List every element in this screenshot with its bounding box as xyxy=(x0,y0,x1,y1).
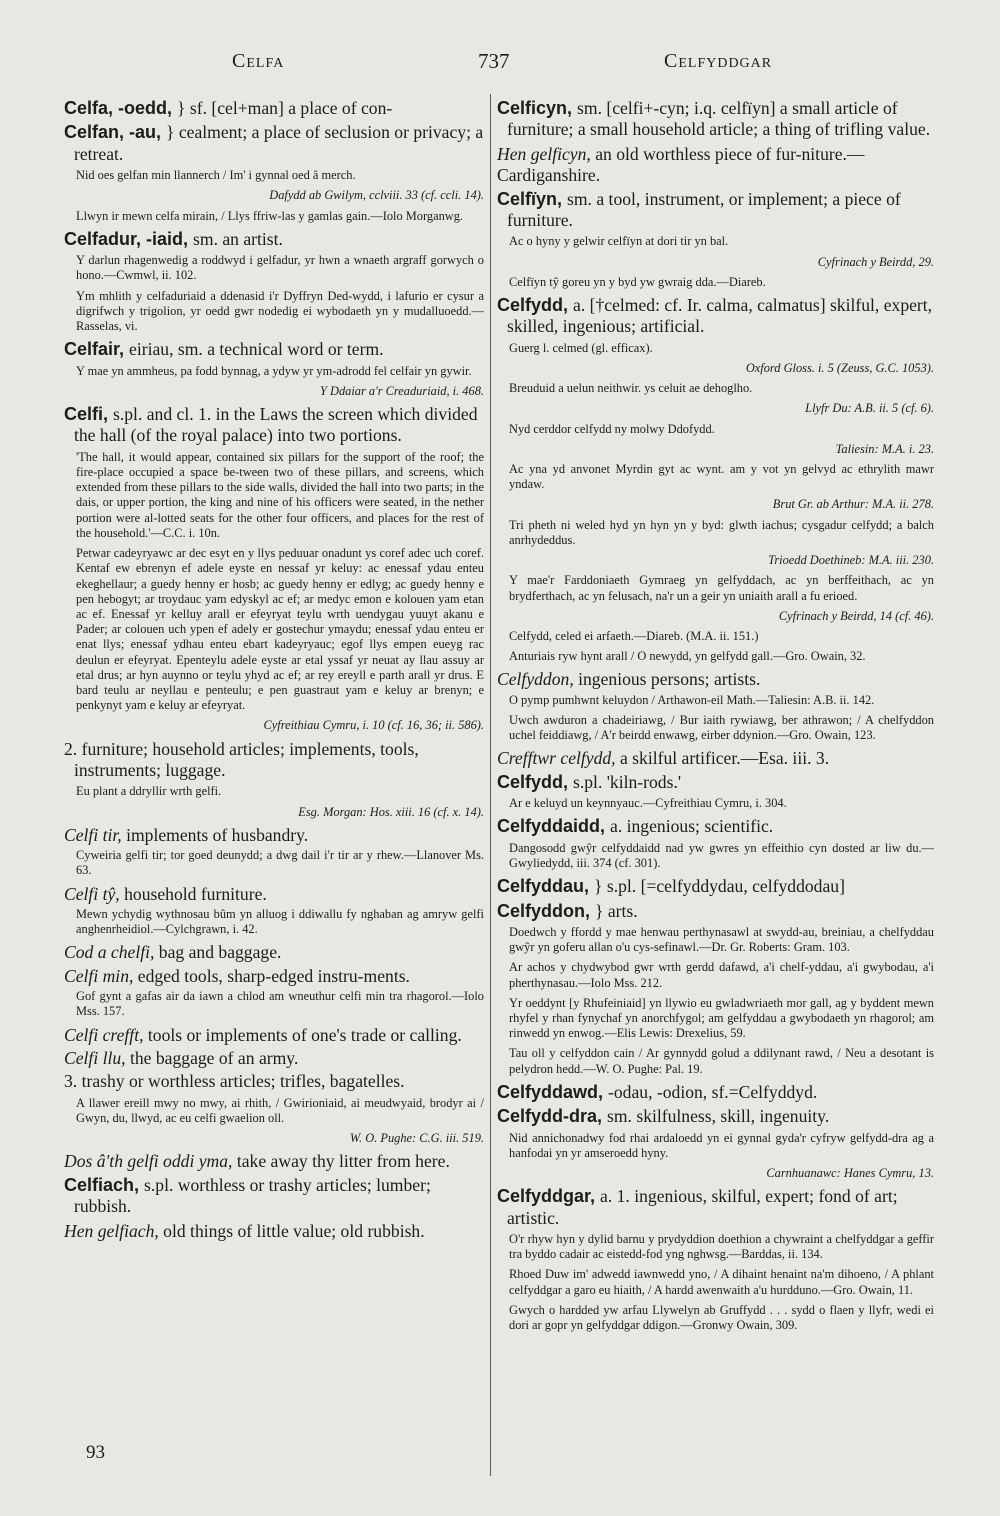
dictionary-entry xyxy=(497,1106,934,1127)
citation-source: Dafydd ab Gwilym, cclviii. 33 (cf. ccli. 14). xyxy=(269,188,484,203)
dictionary-entry xyxy=(497,189,934,232)
dictionary-entry xyxy=(64,339,484,360)
citation-quote: Doedwch y ffordd y mae henwau perthynasawl at swydd-au, breiniau, a chelfyddau gwŷr yn goferu allan o'u cys-sefinawl.—Dr. Gr. Roberts: Gram. 103. xyxy=(509,924,934,955)
subentry-phrase: Dos â'th gelfi oddi yma, xyxy=(64,1151,233,1172)
citation-quote: Yr oeddynt [y Rhufeiniaid] yn llywio eu gwladwriaeth mor gall, ag y byddent mewn rhyfel y rhan fynychaf yn anorchfygol; am gelfyddau a gwybodaeth yn rhagorol; am rinwedd yn enwog.—Elis Lewis: Drexelius, 59. xyxy=(509,995,934,1041)
subentry-phrase: Celfi min, xyxy=(64,965,134,986)
subentry-phrase: Celfi tir, xyxy=(64,824,122,845)
definition: -odau, -odion, sf.=Celfyddyd. xyxy=(608,1081,818,1102)
citation-quote: A llawer ereill mwy no mwy, ai rhith, / Gwirioniaid, ai meudwyaid, brodyr ai / Gwyn, du, llwyd, ac eu celfi gwaelion oll. xyxy=(76,1095,484,1126)
headword: Celfiach, xyxy=(64,1174,145,1195)
citation-source: Brut Gr. ab Arthur: M.A. ii. 278. xyxy=(772,497,934,512)
subentry xyxy=(497,144,934,187)
citation-quote: Breuduid a uelun neithwir. ys celuit ae dehoglho. xyxy=(509,381,753,396)
subentry-gloss: an old worthless piece of fur-niture.—Cardiganshire. xyxy=(497,143,865,186)
subentry xyxy=(497,669,934,690)
citation-quote: Mewn ychydig wythnosau bûm yn alluog i ddiwallu fy nghaban ag amryw gelfi anghenrheidiol.—Cylchgrawn, i. 42. xyxy=(76,906,484,937)
subentry-gloss: old things of little value; old rubbish. xyxy=(158,1220,425,1241)
citation-quote: Nyd cerddor celfydd ny molwy Ddofydd. xyxy=(509,421,715,436)
citation-quote: Y darlun rhagenwedig a roddwyd i gelfadur, yr hwn a wnaeth argraff gorwych o hono.—Cwmwl, ii. 102. xyxy=(76,253,484,283)
definition: 2. furniture; household articles; implements, tools, instruments; luggage. xyxy=(64,738,419,780)
subentry-phrase: Celfyddon, xyxy=(497,669,574,690)
headword: Celfa, -oedd, xyxy=(64,98,178,118)
citation-source: W. O. Pughe: C.G. iii. 519. xyxy=(349,1131,484,1146)
citation-source: Esg. Morgan: Hos. xiii. 16 (cf. x. 14). xyxy=(298,804,484,819)
citation-quote: Tri pheth ni weled hyd yn hyn yn y byd: glwth iachus; cysgadur celfydd; a balch anrhydeddus. xyxy=(509,517,934,547)
definition: } arts. xyxy=(595,900,638,921)
definition: a. 1. ingenious, skilful, expert; fond of art; artistic. xyxy=(507,1186,898,1228)
headword: Celfyddon, xyxy=(497,900,595,921)
headword: Celfyddawd, xyxy=(497,1081,609,1102)
citation-quote: Celfïyn tŷ goreu yn y byd yw gwraig dda.—Diareb. xyxy=(509,274,766,289)
citation-quote: Ar achos y chydwybod gwr wrth gerdd dafawd, a'i chelf-yddau, a'i gwybodau, a'i pherthynasau.—Iolo Mss. 212. xyxy=(509,960,934,990)
citation-source: Y Ddaiar a'r Creaduriaid, i. 468. xyxy=(320,383,484,398)
definition: sm. an artist. xyxy=(193,228,283,249)
subentry xyxy=(64,966,484,987)
headword: Celfyddau, xyxy=(497,876,595,897)
subentry-phrase: Celfi tŷ, xyxy=(64,883,120,904)
citation-quote: Tau oll y celfyddon cain / Ar gynnydd golud a ddilynant rawd, / Neu a desotant is pelydron hedd.—W. O. Pughe: Pal. 19. xyxy=(509,1046,934,1076)
citation-quote: Ac yna yd anvonet Myrdin gyt ac wynt. am y vot yn gelvyd ac ethrylith mawr yndaw. xyxy=(509,462,934,492)
citation-quote: Celfydd, celed ei arfaeth.—Diareb. (M.A. ii. 151.) xyxy=(509,628,759,643)
subentry-gloss: the baggage of an army. xyxy=(125,1048,299,1068)
right-column xyxy=(497,98,934,1478)
dictionary-entry xyxy=(497,1082,934,1103)
headword: Celfan, -au, xyxy=(64,122,167,143)
citation-source: Taliesin: M.A. i. 23. xyxy=(835,441,934,456)
definition: sm. a tool, instrument, or implement; a piece of furniture. xyxy=(507,188,901,231)
subentry-phrase: Celfi crefft, xyxy=(64,1024,144,1045)
citation-quote: Petwar cadeyryawc ar dec esyt en y llys peduuar onadunt ys coref adec uch coref. Kentaf ew ebrenyn ef adele eyste en nessaf yr keluy: ac enessaf ydau enteu ekeghellaur; a guedy henny er hosb; ac guedy henny er edlyg; ac guedy henny e pen hebogyt; ar troydauc yam edyskyl ac ef; ar medyc emon e kolouen yam etan ac ef. Enessaf yr kelluy arall er efeyryat teylu wrth uendygau yuuyt akanu e Pader; ar colouen uch ypen ef adely er gostechur ymaydu; enessaf ydau enteu er enat llys; enessaf ydhau enteu ebart kadeyryauc; egof llys empen eueyg rac deulun er efeyryat. Epenteylu adele eyste ar etal yssaf yr neuat ay llau assuy ar etal drus; ar hyn auynno or teylu yhyd ac ef; ar rey ereyll e parth arall yr drus. E bard teulu ar neyllau e penteulu; e pen guastraut yam e keluy ar brenyn; e penkynyt yam e keluy ar efeyryat. xyxy=(76,546,484,713)
citation-quote: Ar e keluyd un keynnyauc.—Cyfreithiau Cymru, i. 304. xyxy=(509,796,787,811)
subentry-phrase: Celfi llu, xyxy=(64,1048,126,1068)
subentry-gloss: a skilful artificer.—Esa. iii. 3. xyxy=(615,748,830,769)
headword: Celfair, xyxy=(64,339,130,360)
subentry-gloss: tools or implements of one's trade or calling. xyxy=(143,1024,462,1045)
dictionary-entry xyxy=(497,901,934,922)
subentry xyxy=(64,942,484,963)
dictionary-entry xyxy=(64,1175,484,1218)
citation-quote: Dangosodd gwŷr celfyddaidd nad yw gwres yn effeithio cyn dosted ar liw du.—Gwyliedydd, iii. 374 (cf. 301). xyxy=(509,840,934,870)
dictionary-entry xyxy=(497,816,934,837)
headword: Celficyn, xyxy=(497,98,578,118)
running-head-left: Celfa xyxy=(232,50,285,72)
citation-source: Cyfreithiau Cymru, i. 10 (cf. 16, 36; ii. 586). xyxy=(263,718,484,733)
page-number: 737 xyxy=(478,49,510,73)
dictionary-entry xyxy=(64,1071,484,1092)
subentry-gloss: implements of husbandry. xyxy=(121,824,309,845)
citation-quote: Ac o hyny y gelwir celfïyn at dori tir yn bal. xyxy=(509,234,729,249)
definition: } s.pl. [=celfyddydau, celfyddodau] xyxy=(594,876,845,897)
citation-source: Cyfrinach y Beirdd, 14 (cf. 46). xyxy=(778,608,934,623)
subentry-gloss: household furniture. xyxy=(119,883,267,904)
subentry xyxy=(64,884,484,905)
definition: s.pl. 'kiln-rods.' xyxy=(573,771,682,792)
definition: s.pl. and cl. 1. in the Laws the screen which divided the hall (of the royal palace) into two portions. xyxy=(74,404,478,446)
citation-quote: Y mae'r Farddoniaeth Gymraeg yn gelfyddach, ac yn berffeithach, ac yn brydferthach, ac yn felusach, na'r un a geir yn uniaith arall a fu erioed. xyxy=(509,573,934,603)
subentry xyxy=(497,748,934,769)
subentry-gloss: edged tools, sharp-edged instru-ments. xyxy=(133,965,410,986)
citation-quote: Y mae yn ammheus, pa fodd bynnag, a ydyw yr ym-adrodd fel celfair yn gywir. xyxy=(76,363,472,378)
dictionary-entry xyxy=(64,229,484,250)
citation-quote: Ym mhlith y celfaduriaid a ddenasid i'r Dyffryn Ded-wydd, i lafurio er cysur a digrifwch y trigolion, yr oedd gwr nodedig ei wybodaeth yn y mudalluoedd.—Rasselas, vi. xyxy=(76,288,484,334)
dictionary-entry xyxy=(64,739,484,782)
definition: } cealment; a place of seclusion or privacy; a retreat. xyxy=(74,122,484,164)
dictionary-entry xyxy=(64,122,484,165)
citation-quote: O pymp pumhwnt keluydon / Arthawon-eil Math.—Taliesin: A.B. ii. 142. xyxy=(509,692,875,707)
headword: Celfydd, xyxy=(497,295,574,316)
subentry-phrase: Cod a chelfi, xyxy=(64,942,155,963)
subentry-phrase: Hen gelficyn, xyxy=(497,143,591,164)
headword: Celfyddaidd, xyxy=(497,816,611,837)
citation-quote: Nid annichonadwy fod rhai ardaloedd yn ei gynnal gyda'r cyfryw gelfydd-dra ag a hanfodai yn yr amseroedd hyny. xyxy=(509,1130,934,1160)
dictionary-entry xyxy=(497,98,934,141)
running-head-right: Celfyddgar xyxy=(664,50,773,72)
subentry xyxy=(64,825,484,846)
citation-source: Carnhuanawc: Hanes Cymru, 13. xyxy=(766,1166,934,1181)
headword: Celfyddgar, xyxy=(497,1186,601,1207)
subentry-gloss: take away thy litter from here. xyxy=(232,1151,450,1172)
definition: } sf. [cel+man] a place of con- xyxy=(177,98,393,118)
citation-source: Llyfr Du: A.B. ii. 5 (cf. 6). xyxy=(805,401,934,416)
dictionary-entry xyxy=(64,404,484,447)
citation-source: Cyfrinach y Beirdd, 29. xyxy=(817,254,934,269)
headword: Celfïyn, xyxy=(497,188,568,209)
citation-quote: 'The hall, it would appear, contained six pillars for the support of the roof; the fire-place occupied a space be-tween two of these pillars, and screens, which extended from these pillars to the side walls, divided the hall into two parts; in the dais, or upper portion, the king and nine of his officers were seated, in the nether portion were al-lotted seats for the other four officers, and places for the rest of the household.'—C.C. i. 10n. xyxy=(76,449,484,540)
subentry xyxy=(64,1025,484,1046)
dictionary-entry xyxy=(64,98,484,119)
left-column xyxy=(64,98,484,1478)
citation-quote: Nid oes gelfan min llannerch / Im' i gynnal oed â merch. xyxy=(76,168,356,183)
definition: sm. skilfulness, skill, ingenuity. xyxy=(607,1106,830,1127)
subentry-gloss: bag and baggage. xyxy=(154,942,282,963)
dictionary-entry xyxy=(497,295,934,338)
citation-quote: Rhoed Duw im' adwedd iawnwedd yno, / A dihaint henaint na'm dihoeno, / A phlant celfyddgar a garo eu hiaith, / A hardd awenwaith a'u hurdduno.—Gro. Owain, 11. xyxy=(509,1267,934,1297)
citation-quote: Eu plant a ddryllir wrth gelfi. xyxy=(76,784,222,799)
definition: s.pl. worthless or trashy articles; lumber; rubbish. xyxy=(74,1174,431,1217)
headword: Celfydd-dra, xyxy=(497,1106,608,1127)
subentry-phrase: Hen gelfiach, xyxy=(64,1220,159,1241)
dictionary-entry xyxy=(497,772,934,793)
running-head xyxy=(0,50,1000,80)
headword: Celfadur, -iaid, xyxy=(64,228,194,249)
subentry xyxy=(64,1151,484,1172)
citation-quote: Anturiais ryw hynt arall / O newydd, yn gelfydd gall.—Gro. Owain, 32. xyxy=(509,649,866,664)
citation-quote: Cyweiria gelfi tir; tor goed deunydd; a dwg dail i'r tir ar y rhew.—Llanover Ms. 63. xyxy=(76,848,484,878)
dictionary-entry xyxy=(497,876,934,897)
subentry-gloss: ingenious persons; artists. xyxy=(573,669,761,690)
subentry xyxy=(64,1048,484,1069)
citation-source: Oxford Gloss. i. 5 (Zeuss, G.C. 1053). xyxy=(745,361,934,376)
definition: a. ingenious; scientific. xyxy=(610,816,774,837)
definition: 3. trashy or worthless articles; trifles, bagatelles. xyxy=(64,1071,405,1092)
citation-quote: Llwyn ir mewn celfa mirain, / Llys ffriw-las y gamlas gain.—Iolo Morganwg. xyxy=(76,208,464,223)
citation-quote: O'r rhyw hyn y dylid barnu y prydyddion doethion a chywraint a chelfyddgar a geffir tra byddo cadair ac eistedd-fod yng nghwsg.—Barddas, ii. 134. xyxy=(509,1232,934,1262)
column-rule xyxy=(490,94,491,1476)
citation-quote: Gwych o hardded yw arfau Llywelyn ab Gruffydd . . . sydd o flaen y llyfr, wedi ei dori ar gopr yn gelfyddgar ddigon.—Gronwy Owain, 309. xyxy=(509,1302,934,1333)
citation-quote: Guerg l. celmed (gl. efficax). xyxy=(509,340,653,355)
headword: Celfydd, xyxy=(497,771,574,792)
subentry xyxy=(64,1221,484,1242)
definition: eiriau, sm. a technical word or term. xyxy=(129,339,384,360)
citation-quote: Gof gynt a gafas air da iawn a chlod am wneuthur celfi min tra rhagorol.—Iolo Mss. 157. xyxy=(76,989,484,1019)
citation-source: Trioedd Doethineb: M.A. iii. 230. xyxy=(768,553,934,568)
definition: sm. [celfi+-cyn; i.q. celfïyn] a small article of furniture; a small household article; a thing of trifling value. xyxy=(507,98,931,140)
subentry-phrase: Crefftwr celfydd, xyxy=(497,748,616,769)
dictionary-entry xyxy=(497,1186,934,1229)
definition: a. [†celmed: cf. Ir. calma, calmatus] skilful, expert, skilled, ingenious; artificial. xyxy=(507,295,933,337)
signature-mark: 93 xyxy=(86,1442,105,1463)
citation-quote: Uwch awduron a chadeiriawg, / Bur iaith rywiawg, ber athrawon; / A chelfyddon uchel feiddiawg, / A'r beirdd enwawg, eirber ddynion.—Gro. Owain, 123. xyxy=(509,712,934,743)
headword: Celfi, xyxy=(64,404,114,425)
